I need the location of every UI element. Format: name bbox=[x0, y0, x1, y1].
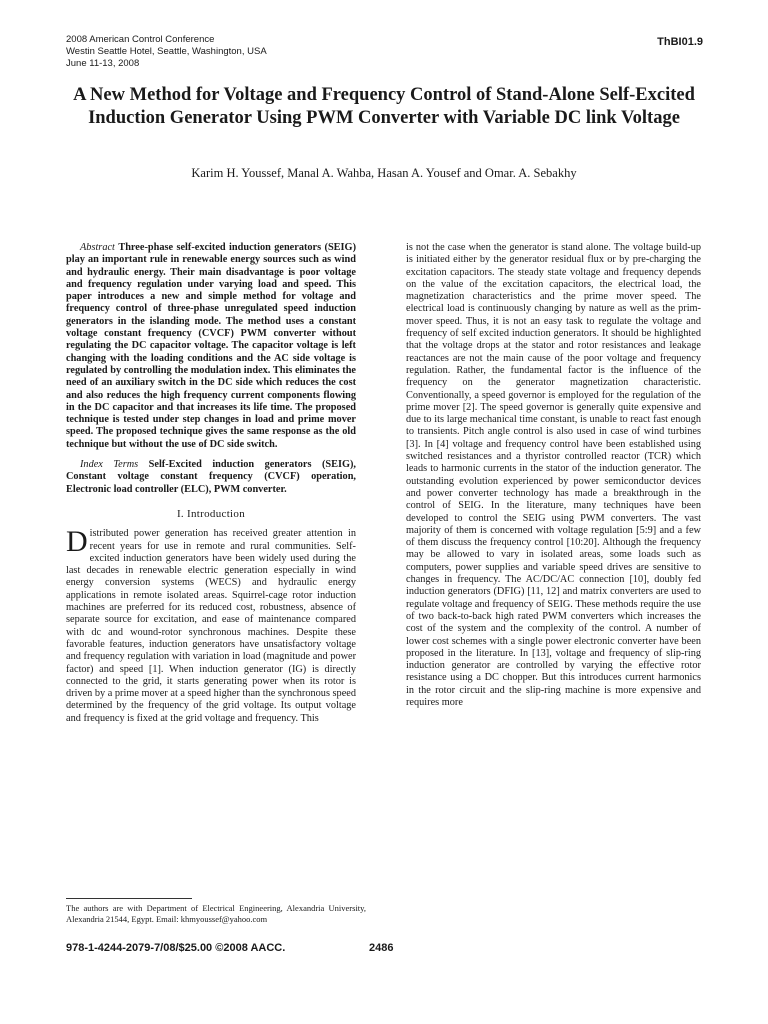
section-heading: I. Introduction bbox=[176, 507, 246, 520]
conference-date: June 11-13, 2008 bbox=[66, 58, 140, 69]
drop-cap: D bbox=[66, 525, 88, 559]
index-terms bbox=[66, 459, 356, 496]
conference-venue: Westin Seattle Hotel, Seattle, Washington, USA bbox=[66, 46, 267, 57]
conference-info bbox=[66, 34, 267, 70]
copyright-line: 978-1-4244-2079-7/08/$25.00 ©2008 AACC. bbox=[66, 942, 286, 954]
abstract-text: Three-phase self-excited induction generators (SEIG) play an important rule in renewable energy sources such as wind and hydraulic energy. Their main disadvantage is poor voltage and frequency regulation under varying load and speed. This paper introduces a new and simple method for voltage and frequency control of three-phase unregulated speed induction generators in the islanding mode. The method uses a constant voltage constant frequency (CVCF) PWM converter without regulating the DC capacitor voltage. The capacitor voltage is left changing with the loading conditions and the AC side voltage is regulated by controlling the modulation index. This eliminates the need of an auxiliary switch in the DC side which reduces the cost and also reduces the high frequency current components flowing in the DC capacitor and that increases its life time. The proposed technique is tested under step changes in load and prime mover speed. The proposed technique gives the same response as the old technique but without the use of DC side switch. bbox=[66, 242, 356, 450]
author-list: Karim H. Youssef, Manal A. Wahba, Hasan A. Yousef and Omar. A. Sebakhy bbox=[191, 166, 577, 180]
introduction-text-left: istributed power generation has received greater attention in recent years for use in remote and rural communities. Self-excited induction generators have been widely used during the last decades in renewable electric generation especially in wind energy conversion systems (WECS) and hydraulic energy applications in remote isolated areas. Squirrel-cage rotor induction machines are preferred for its reduced cost, robustness, absence of separate source for excitation, and ease of maintenance compared with dc and wound-rotor synchronous machines. Despite these favorable features, induction generators have unsatisfactory voltage and frequency regulation with variation in load (magnitude and power factor) and speed [1]. When induction generator (IG) is directly connected to the grid, it starts generating power when its rotor is driven by a prime mover at a speed higher than the synchronous speed determined by the frequency of the grid voltage. Its output voltage and frequency is fixed at the grid voltage and frequency. This bbox=[66, 528, 356, 724]
abstract bbox=[66, 242, 356, 451]
author-footnote: The authors are with Department of Electrical Engineering, Alexandria University, Alexandria 21544, Egypt. Email: khmyoussef@yahoo.com bbox=[66, 903, 366, 924]
conference-name: 2008 American Control Conference bbox=[66, 34, 215, 45]
page-number: 2486 bbox=[369, 942, 394, 954]
footnote-divider bbox=[66, 898, 192, 899]
introduction-paragraph-left bbox=[66, 525, 356, 725]
paper-title: A New Method for Voltage and Frequency Control of Stand-Alone Self-Excited Induction Generator Using PWM Converter with Variable DC link Voltage bbox=[73, 85, 695, 128]
introduction-text-right: is not the case when the generator is stand alone. The voltage build-up is initiated either by the generator residual flux or by pre-charging the excitation capacitors. The steady state voltage and frequency depends on the value of the excitation capacitors, the electrical load, the magnetization characteristics and the prime mover speed. The electrical load is continuously changing by nature as well as the prim-mover speed. Thus, it is not an easy task to regulate the voltage and frequency of self excited induction generators. It should be highlighted that the voltage drops at the stator and rotor resistances and leakage reactances are not the main cause of the poor voltage and frequency regulation. Rather, the fundamental factor is the influence of the frequency on the generator magnetization characteristic. Conventionally, a speed governor is employed for the regulation of the prime mover [2]. The speed governor is generally quite expensive and due to its large mechanical time constant, is unable to react fast enough to transients. Pitch angle control is also used in case of wind turbines [3]. In [4] voltage and frequency control have been established using switched resistances and a thyristor controlled reactor (TCR) which leads to harmonic currents in the stator of the induction generator. The outstanding evolution experienced by power semiconductor devices and power converter technology has made a breakthrough in the control of SEIG. In the literature, many techniques have been developed to control the SEIG using PWM converters. The vast majority of them is concerned with voltage regulation [5:9] and a few of them discuss the frequency control [10:20]. Although the frequency may be allowed to vary in isolated areas, some loads such as computers, power supplies and variable speed drives are sensitive to changes in frequency. The AC/DC/AC connection [10], doubly fed induction generators (DFIG) [11, 12] and matrix converters are used to regulate voltage and frequency of SEIG. These methods require the use of two back-to-back high rated PWM converters which increases the cost of the system and the complexity of the control. A number of lower cost schemes with a single power electronic converter have been proposed in the literature. In [13], voltage and frequency of slip-ring induction generator are controlled by varying the effective rotor resistance using a DC chopper. But this introduces current harmonics in the rotor circuit and the slip-ring machine is more expensive and requires more bbox=[406, 242, 701, 708]
index-terms-text: Self-Excited induction generators (SEIG), Constant voltage constant frequency (CVCF) operation, Electronic load controller (ELC), PWM converter. bbox=[66, 459, 356, 495]
session-code: ThBI01.9 bbox=[657, 36, 703, 48]
abstract-label: Abstract bbox=[80, 242, 115, 253]
right-column bbox=[406, 242, 701, 709]
index-terms-label: Index Terms bbox=[80, 459, 139, 471]
left-column bbox=[66, 242, 356, 725]
